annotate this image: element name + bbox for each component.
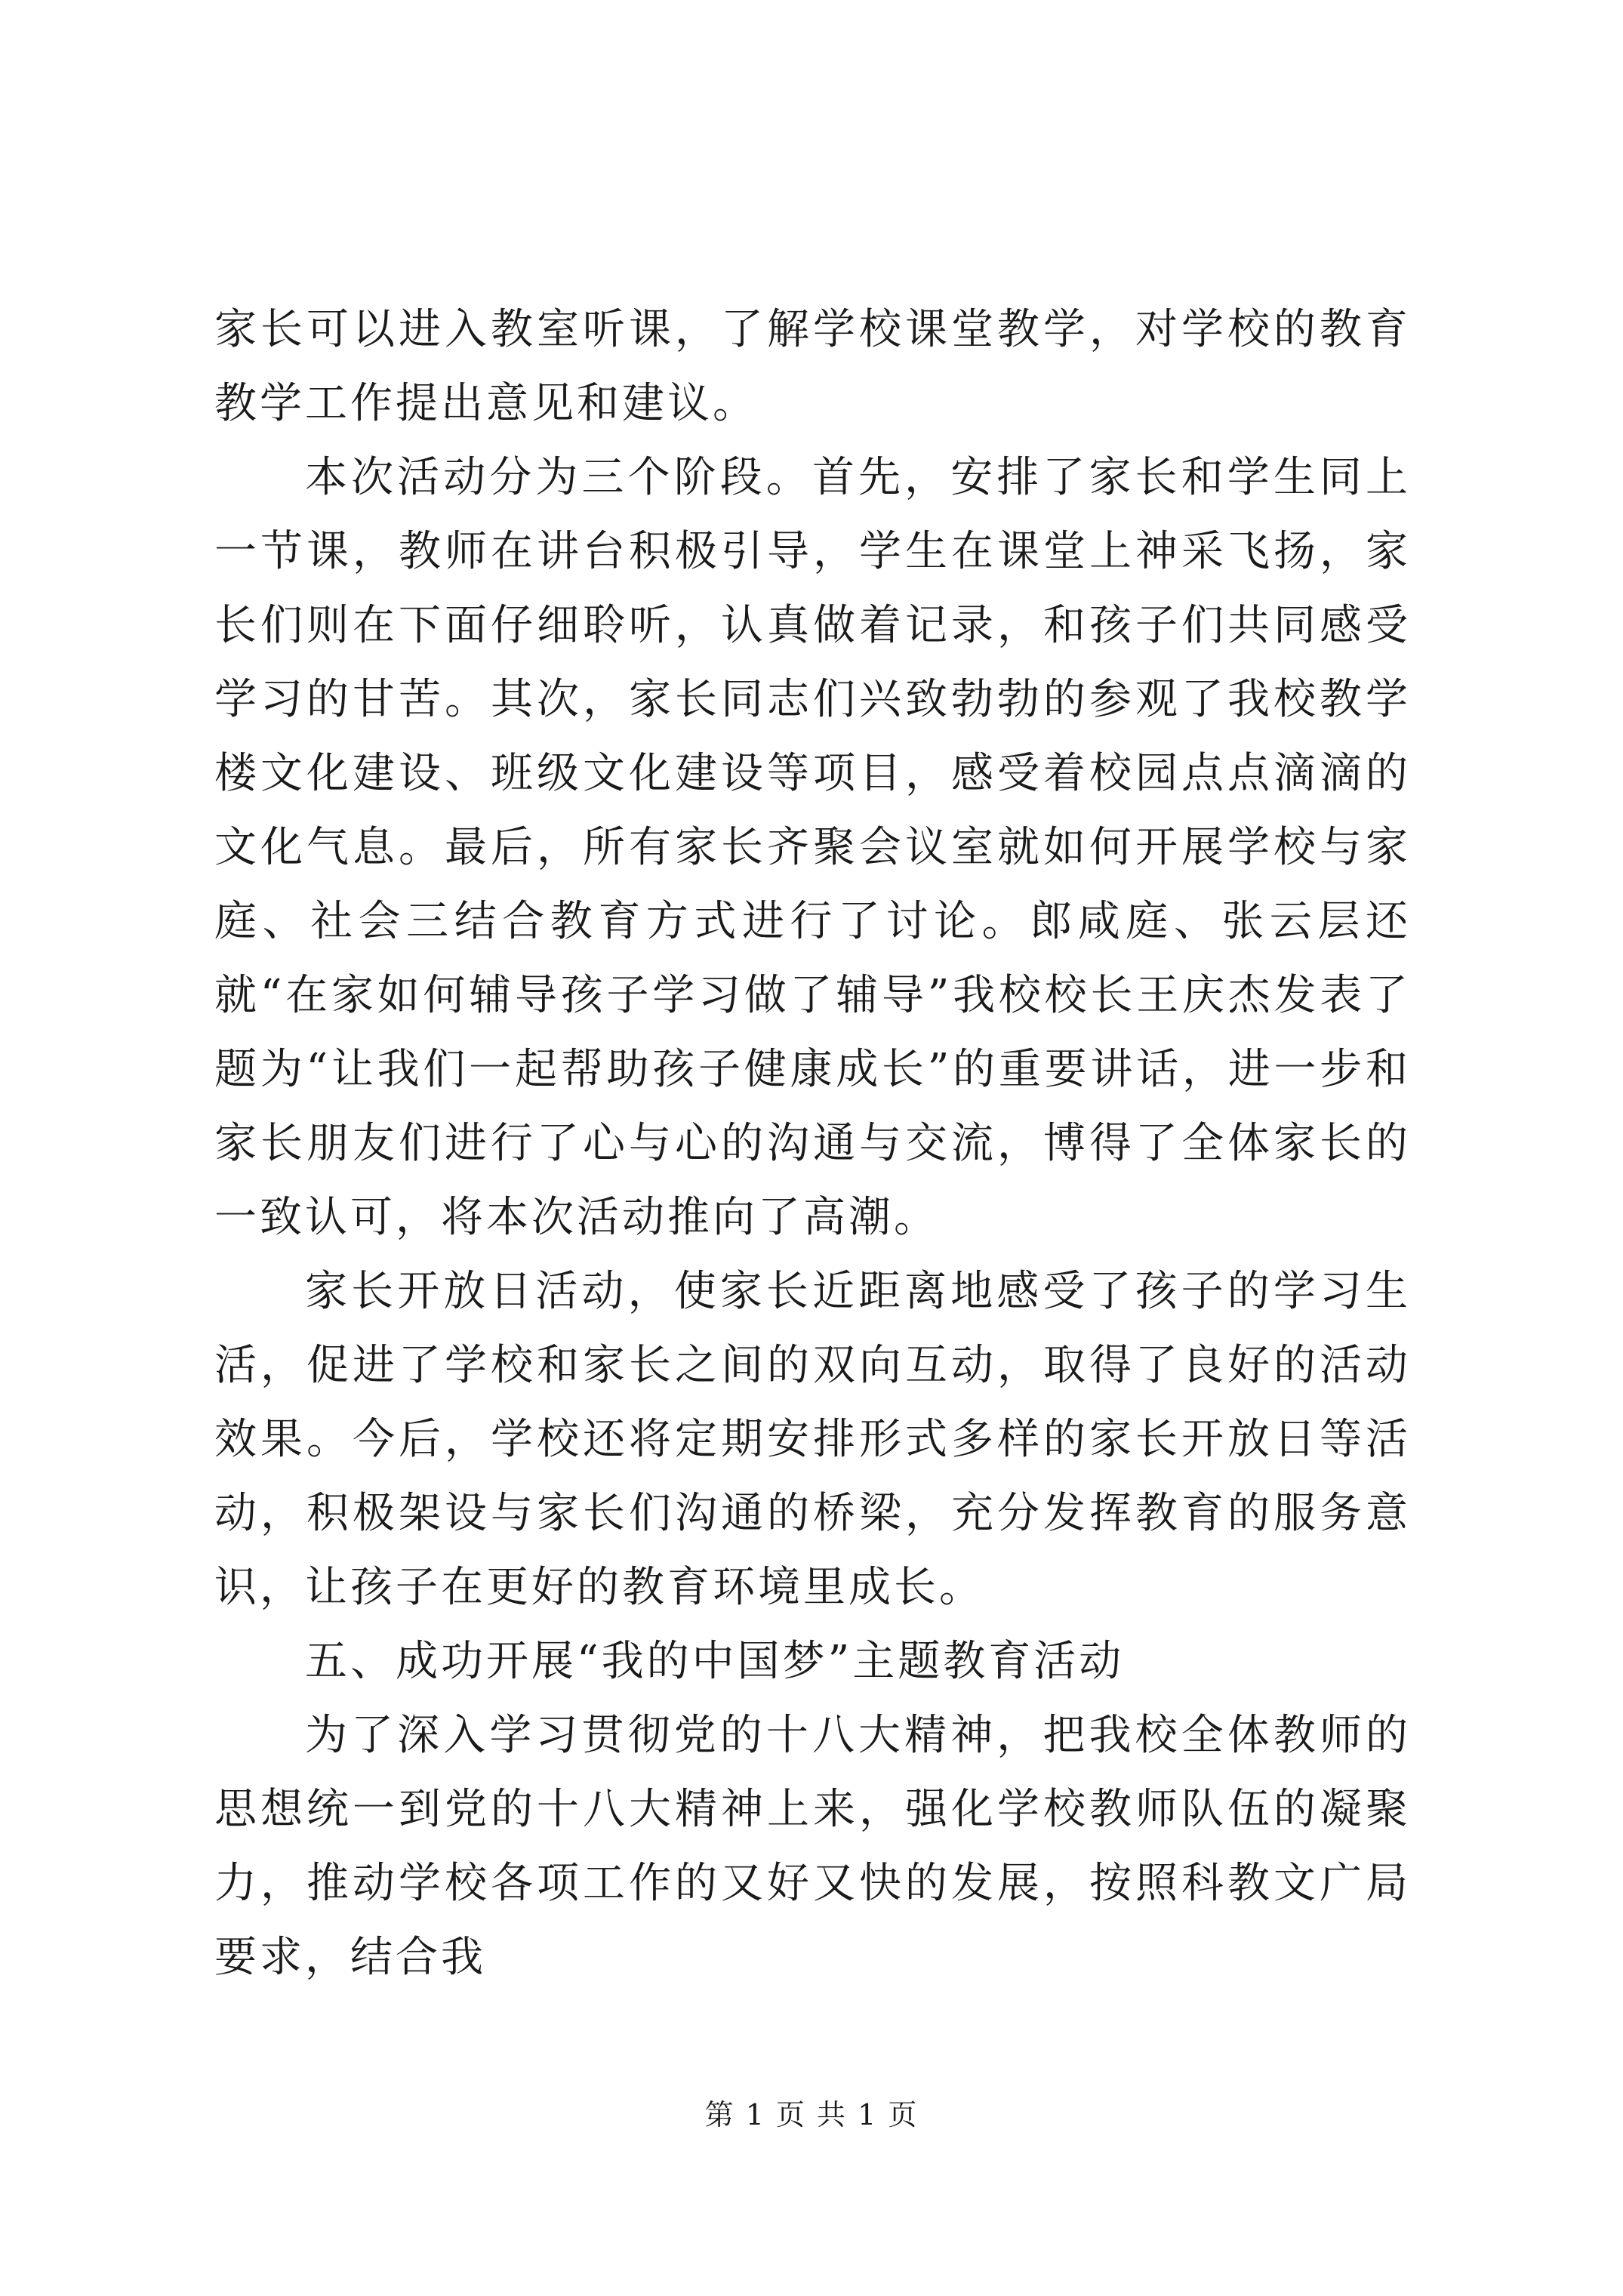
page-footer: 第 1 页 共 1 页 bbox=[704, 2098, 919, 2131]
paragraph-1: 家长可以进入教室听课，了解学校课堂教学，对学校的教育教学工作提出意见和建议。 bbox=[214, 305, 1411, 428]
paragraph-2: 本次活动分为三个阶段。首先，安排了家长和学生同上一节课，教师在讲台积极引导，学生在课堂上神采飞扬，家长们则在下面仔细聆听，认真做着记录，和孩子们共同感受学习的甘苦。其次，家长同志们兴致勃勃的参观了我校教学楼文化建设、班级文化建设等项目，感受着校园点点滴滴的文化气息。最后，所有家长齐聚会议室就如何开展学校与家庭、社会三结合教育方式进行了讨论。郎咸庭、张云层还就“在家如何辅导孩子学习做了辅导”我校校长王庆杰发表了题为“让我们一起帮助孩子健康成长”的重要讲话，进一步和家长朋友们进行了心与心的沟通与交流，博得了全体家长的一致认可，将本次活动推向了高潮。 bbox=[214, 453, 1411, 1242]
section-heading: 五、成功开展“我的中国梦”主题教育活动 bbox=[305, 1637, 1125, 1686]
paragraph-3: 家长开放日活动，使家长近距离地感受了孩子的学习生活，促进了学校和家长之间的双向互动，取得了良好的活动效果。今后，学校还将定期安排形式多样的家长开放日等活动，积极架设与家长们沟通的桥梁，充分发挥教育的服务意识，让孩子在更好的教育环境里成长。 bbox=[214, 1267, 1411, 1612]
document-body bbox=[214, 293, 1411, 1995]
paragraph-4: 为了深入学习贯彻党的十八大精神，把我校全体教师的思想统一到党的十八大精神上来，强化学校教师队伍的凝聚力，推动学校各项工作的又好又快的发展，按照科教文广局要求，结合我 bbox=[214, 1711, 1411, 1982]
